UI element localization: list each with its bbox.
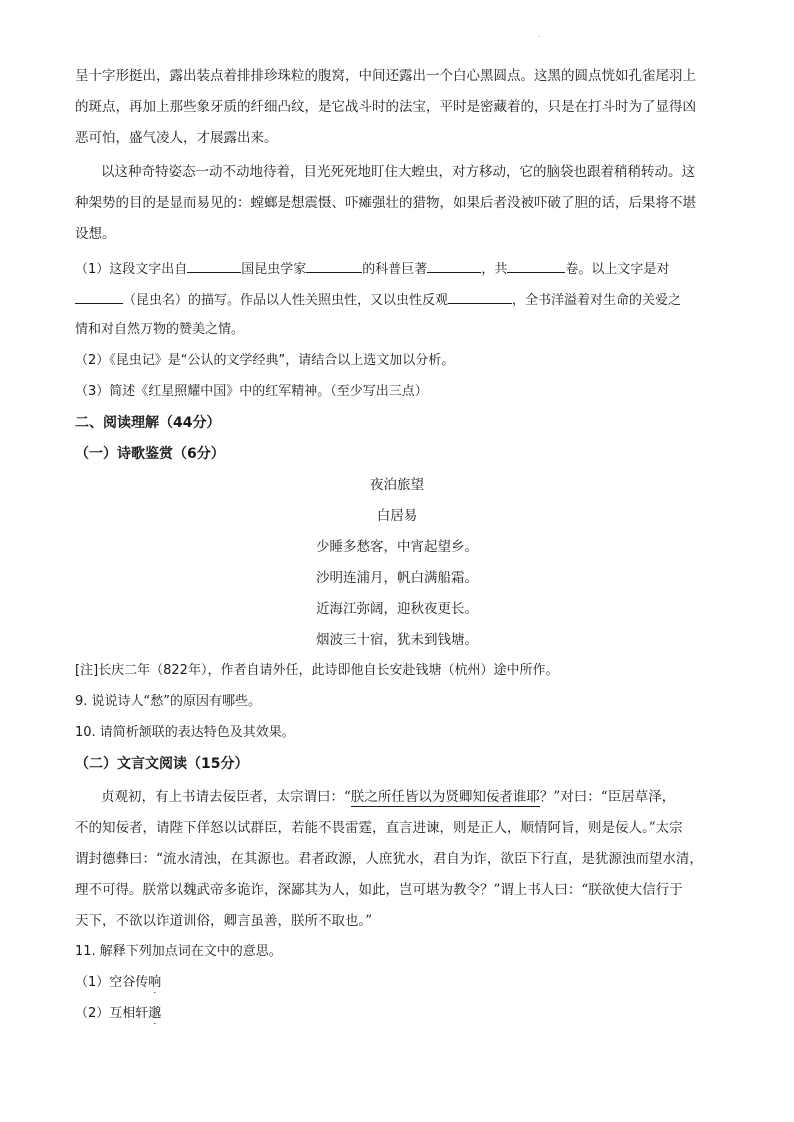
passage-line: 恶可怕，盛气凌人，才展露出来。: [75, 130, 278, 146]
subsection-heading: （二）文言文阅读（15分）: [75, 756, 249, 772]
dotted-word: 响: [148, 975, 162, 990]
dotted-word: 佯: [196, 820, 210, 836]
classical-line: 天下，不欲以诈道训俗，卿言虽善，朕所不取也。”: [75, 913, 373, 929]
classical-text: ？”对曰：“臣居草泽，: [539, 789, 676, 805]
item-text: （2）互相轩: [75, 1006, 149, 1021]
question-3: （3）简述《红星照耀中国》中的红军精神。（至少写出三点）: [75, 384, 428, 399]
section-heading: 二、阅读理解（44分）: [75, 415, 221, 431]
passage-line: 的斑点，再加上那些象牙质的纤细凸纹，是它战斗时的法宝，平时是密藏着的，只是在打斗时为了显得凶: [75, 99, 696, 115]
question-11-item: [75, 1004, 725, 1024]
passage-line: 种架势的目的是显而易见的：螳螂是想震慑、吓瘫强壮的猎物，如果后者没被吓破了胆的话，后果将不堪: [75, 195, 696, 211]
question-1-line-2: [75, 289, 725, 311]
dotted-word: 邈: [148, 1006, 162, 1021]
answer-blank[interactable]: [507, 258, 565, 273]
question-11-item: [75, 973, 725, 993]
answer-blank[interactable]: [75, 289, 123, 304]
question-10: 10. 请简析颔联的表达特色及其效果。: [75, 725, 295, 740]
classical-text: 理不可得。朕常以: [75, 882, 183, 898]
passage-line: 呈十字形挺出，露出装点着排排珍珠粒的腹窝，中间还露出一个白心黑圆点。这黑的圆点恍如孔雀尾羽上: [75, 68, 696, 84]
classical-line: [101, 787, 725, 807]
subsection-heading: （一）诗歌鉴赏（6分）: [75, 446, 225, 462]
q1-text: ，全书洋溢着对生命的关爱之: [512, 293, 682, 308]
passage-line: 设想。: [75, 226, 116, 242]
question-9: 9. 说说诗人“愁”的原因有哪些。: [75, 694, 262, 709]
question-11: 11. 解释下列加点词在文中的意思。: [75, 944, 282, 959]
q1-text: （昆虫名）的描写。作品以人性关照虫性，又以虫性反观: [123, 293, 449, 308]
classical-text: 贞观初，有上书请去佞臣者，太宗谓曰：“: [101, 789, 351, 805]
classical-line: [75, 880, 725, 900]
classical-text: 怒以试群臣，若能不畏雷霆，直言进谏，则是正人，顺情阿旨，则是佞人。”太宗: [210, 820, 683, 836]
q1-text: 卷。以上文字是对: [565, 262, 670, 277]
poem-title: 夜泊旅望: [370, 477, 424, 493]
dotted-word: 魏: [183, 882, 197, 898]
classical-line: 谓封德彝曰：“流水清浊，在其源也。君者政源，人庶犹水，君自为诈，欲臣下行直，是犹源浊而望水清，: [75, 851, 703, 867]
poem-line: 近海江弥阔，迎秋夜更长。: [316, 601, 478, 617]
answer-blank[interactable]: [427, 258, 481, 273]
poem-author: 白居易: [376, 508, 418, 524]
question-2: （2）《昆虫记》是“公认的文学经典”，请结合以上选文加以分析。: [75, 353, 455, 368]
answer-blank[interactable]: [448, 289, 512, 304]
q1-text: 的科普巨著: [362, 262, 428, 277]
classical-line: [75, 818, 725, 838]
passage-line: 以这种奇特姿态一动不动地待着，目光死死地盯住大蝗虫，对方移动，它的脑袋也跟着稍稍转动。这: [101, 164, 695, 180]
question-1-line-1: [75, 258, 725, 280]
poem-note: [注]长庆二年（822年），作者自请外任，此诗即他自长安赴钱塘（杭州）途中所作。: [75, 663, 559, 678]
item-text: （1）空谷传: [75, 975, 149, 990]
answer-blank[interactable]: [306, 258, 362, 273]
classical-text: 不的知佞者，请陛下: [75, 820, 197, 836]
poem-line: 烟波三十宿，犹未到钱塘。: [316, 632, 478, 648]
poem-line: 沙明连浦月，帆白满船霜。: [316, 570, 478, 586]
answer-blank[interactable]: [187, 258, 241, 273]
question-1-line-3: 情和对自然万物的赞美之情。: [75, 322, 245, 337]
underlined-sentence: 朕之所任皆以为贤卿知佞者谁耶: [350, 789, 540, 805]
q1-text: ，共: [481, 262, 508, 277]
q1-text: （1）这段文字出自: [75, 262, 188, 277]
poem-line: 少睡多愁客，中宵起望乡。: [316, 539, 478, 555]
q1-text: 国昆虫学家: [241, 262, 307, 277]
top-mark: .: [538, 30, 541, 39]
classical-text: 武帝多诡诈，深鄙其为人，如此，岂可堪为教令？”谓上书人曰：“朕欲使大信行于: [196, 882, 683, 898]
